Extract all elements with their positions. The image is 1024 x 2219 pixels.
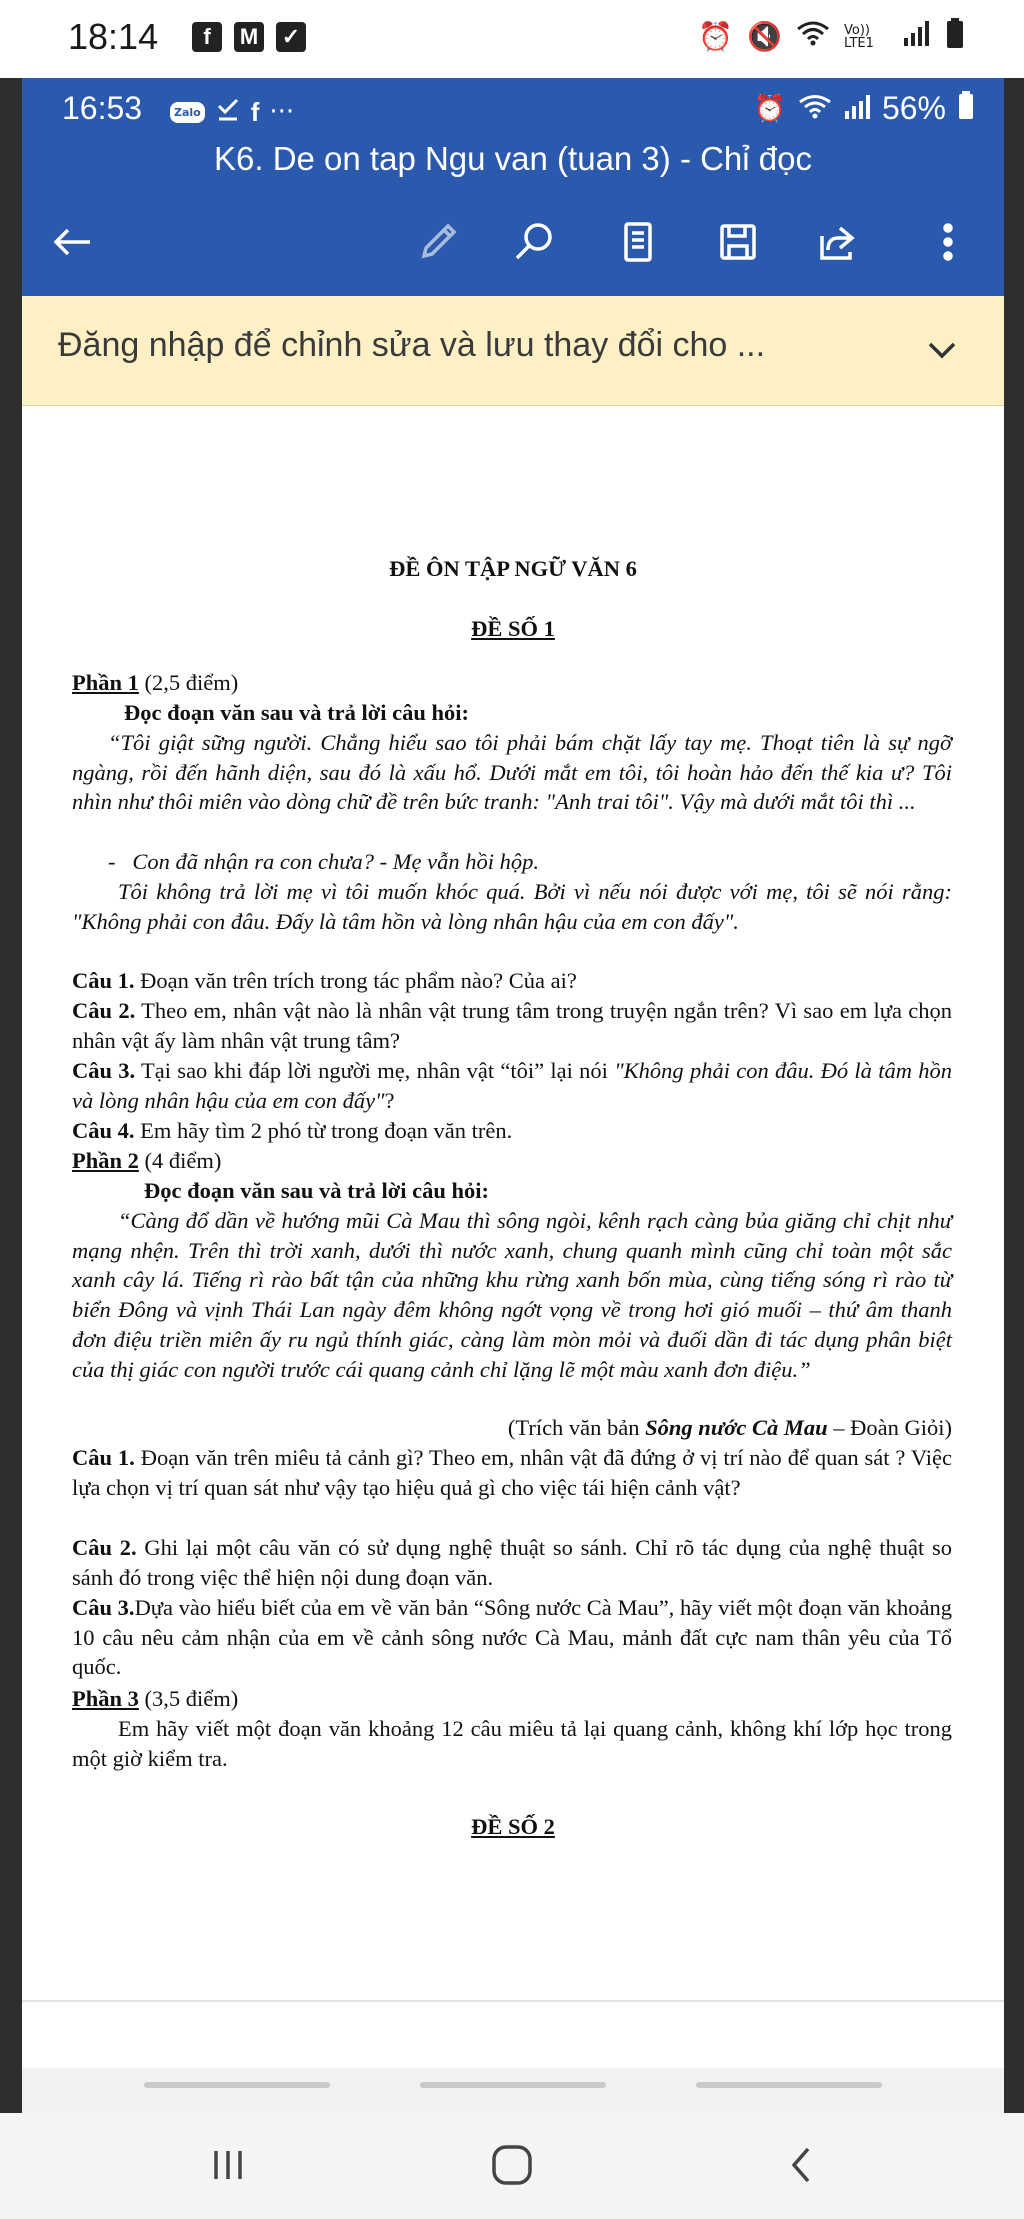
part1-label: Phần 1 (72, 670, 139, 695)
question-text: Đoạn văn trên trích trong tác phẩm nào? Của ai? (134, 968, 577, 993)
part2-question-3 (72, 1593, 952, 1682)
battery-percent: 56% (881, 90, 946, 126)
part2-heading (72, 1146, 952, 1176)
question-end: ? (384, 1087, 395, 1113)
facebook-icon: f (250, 96, 260, 127)
more-vertical-icon[interactable] (920, 214, 976, 270)
part1-question-3 (72, 1056, 952, 1115)
part1-points: (2,5 điểm) (138, 670, 239, 695)
inner-system-icons (754, 90, 974, 127)
alarm-icon: ⏰ (753, 93, 786, 123)
battery-icon (958, 90, 974, 127)
page-indicator-1 (144, 2082, 330, 2088)
sign-in-banner-text[interactable]: Đăng nhập để chỉnh sửa và lưu thay đổi cho ... (58, 326, 766, 364)
wifi-icon (796, 19, 830, 54)
reading-view-icon[interactable] (610, 214, 666, 270)
home-icon[interactable] (482, 2135, 542, 2195)
source-prefix: (Trích văn bản (507, 1415, 646, 1440)
part2-source (72, 1413, 952, 1443)
system-icons (698, 18, 964, 55)
inner-notification-icons (170, 96, 294, 128)
question-text: Ghi lại một câu văn có sử dụng nghệ thuật so sánh. Chỉ rõ tác dụng của nghệ thuật so sánh đó trong việc thể hiện nội dung đoạn văn. (72, 1535, 953, 1590)
notification-icons (192, 22, 306, 52)
page-divider (22, 2000, 1004, 2002)
lte-indicator: Vo)) LTE1 (844, 22, 874, 51)
part3-prompt: Em hãy viết một đoạn văn khoảng 12 câu miêu tả lại quang cảnh, không khí lớp học trong một giờ kiểm tra. (72, 1716, 952, 1771)
question-text: Tại sao khi đáp lời người mẹ, nhân vật “tôi” lại nói (135, 1058, 615, 1083)
inner-status-bar (22, 78, 1004, 148)
download-icon (215, 96, 241, 128)
exam-number-2: ĐỀ SỐ 2 (471, 1814, 555, 1839)
check-icon: ✓ (276, 22, 306, 52)
recent-apps-icon[interactable] (198, 2135, 258, 2195)
question-label: Câu 2. (72, 998, 136, 1023)
inner-clock: 16:53 (62, 90, 143, 126)
exam-number-1: ĐỀ SỐ 1 (471, 616, 555, 641)
question-text: Em hãy tìm 2 phó từ trong đoạn văn trên. (134, 1118, 513, 1143)
question-label: Câu 1. (72, 1445, 135, 1470)
part1-dialogue: - Con đã nhận ra con chưa? - Mẹ vẫn hồi hộp. (108, 849, 539, 874)
source-title: Sông nước Cà Mau (645, 1415, 828, 1440)
question-quote: "Không phải con đâu. Đó là tâm hồn và lòng nhân hậu của em con đấy" (72, 1058, 952, 1113)
question-text: Dựa vào hiểu biết của em về văn bản “Sông nước Cà Mau”, hãy viết một đoạn văn khoảng 10 câu nêu cảm nhận của em về cảnh sông nước Cà Mau, mảnh đất cực nam thân yêu của Tổ quốc. (72, 1595, 952, 1680)
gmail-icon: M (234, 22, 264, 52)
part1-question-4 (72, 1116, 952, 1146)
facebook-icon: f (192, 22, 222, 52)
system-navigation-bar (0, 2113, 1024, 2219)
part3-points: (3,5 điểm) (138, 1686, 239, 1711)
part2-label: Phần 2 (72, 1148, 139, 1173)
app-bar (22, 78, 1004, 296)
part2-question-2 (72, 1533, 952, 1592)
source-author: – Đoàn Giỏi) (827, 1415, 952, 1440)
pencil-icon[interactable] (410, 214, 466, 270)
more-notifications-icon: ··· (269, 97, 295, 127)
part2-passage: “Càng đổ dần về hướng mũi Cà Mau thì sông ngòi, kênh rạch càng bủa giăng chỉ chịt như mạng nhện. Trên thì trời xanh, dưới thì nước xanh, chung quanh mình cũng chỉ toàn một sắc xanh cây lá. Tiếng rì rào bất tận của những khu rừng xanh bốn mùa, cùng tiếng sóng rì rào từ biển Đông và vịnh Thái Lan ngày đêm không ngớt vọng về trong hơi gió muối – thứ âm thanh đơn điệu triền miên ấy ru ngủ thính giác, càng làm mòn mỏi và đuối dần đi tác dụng phân biệt của thị giác con người trước cái quang cảnh chỉ lặng lẽ một màu xanh đơn điệu.” (72, 1208, 952, 1382)
document-footer-area (22, 2068, 1004, 2113)
search-icon[interactable] (506, 214, 562, 270)
part1-question-2 (72, 996, 952, 1055)
back-icon[interactable] (772, 2135, 832, 2195)
battery-icon (946, 18, 964, 55)
question-label: Câu 1. (72, 968, 135, 993)
alarm-icon: ⏰ (698, 20, 734, 53)
part1-heading (72, 668, 952, 698)
question-text: Theo em, nhân vật nào là nhân vật trung tâm trong truyện ngắn trên? Vì sao em lựa chọn nhân vật ấy làm nhân vật trung tâm? (72, 998, 953, 1053)
share-icon[interactable] (810, 214, 866, 270)
part2-points: (4 điểm) (138, 1148, 222, 1173)
question-label: Câu 2. (72, 1535, 137, 1560)
part1-passage-2: Tôi không trả lời mẹ vì tôi muốn khóc quá. Bởi vì nếu nói được với mẹ, tôi sẽ nói rằng: "Không phải con đâu. Đấy là tâm hồn và lòng nhân hậu của em con đấy". (72, 879, 952, 934)
question-label: Câu 3. (72, 1058, 136, 1083)
phone-clock: 18:14 (68, 16, 159, 57)
zalo-icon: Zalo (170, 102, 205, 123)
question-text: Đoạn văn trên miêu tả cảnh gì? Theo em, nhân vật đã đứng ở vị trí nào để quan sát ? Việc lựa chọn vị trí quan sát như vậy tạo hiệu quả gì cho việc tái hiện cảnh vật? (72, 1445, 952, 1500)
part1-passage-1: “Tôi giật sững người. Chẳng hiểu sao tôi phải bám chặt lấy tay mẹ. Thoạt tiên là sự ngỡ ngàng, rồi đến hãnh diện, sau đó là xấu hổ. Dưới mắt em tôi, tôi hoàn hảo đến thế kia ư? Tôi nhìn như thôi miên vào dòng chữ đề trên bức tranh: "Anh trai tôi". Vậy mà dưới mắt tôi thì ... (72, 730, 952, 815)
phone-status-bar (0, 0, 1024, 78)
part2-instruction: Đọc đoạn văn sau và trả lời câu hỏi: (144, 1178, 489, 1203)
document-page (22, 406, 1004, 2006)
part3-label: Phần 3 (72, 1686, 139, 1711)
question-label: Câu 3. (72, 1595, 135, 1620)
question-label: Câu 4. (72, 1118, 135, 1143)
page-indicator-3 (696, 2082, 882, 2088)
save-icon[interactable] (710, 214, 766, 270)
part2-question-1 (72, 1443, 952, 1502)
back-arrow-icon[interactable] (44, 214, 100, 270)
part3-heading (72, 1684, 952, 1714)
wifi-icon (798, 90, 832, 127)
chevron-down-icon[interactable] (918, 326, 966, 374)
document-title: K6. De on tap Ngu van (tuan 3) - Chỉ đọc (214, 140, 812, 177)
mute-icon: 🔇 (747, 20, 782, 53)
part1-instruction: Đọc đoạn văn sau và trả lời câu hỏi: (124, 700, 469, 725)
toolbar (22, 206, 1004, 286)
signal-icon (902, 20, 932, 53)
word-app-frame (22, 78, 1004, 2113)
sign-in-banner[interactable] (22, 296, 1004, 406)
signal-icon (844, 90, 870, 127)
page-indicator-2 (420, 2082, 606, 2088)
exam-main-title: ĐỀ ÔN TẬP NGỮ VĂN 6 (389, 556, 637, 581)
part1-question-1 (72, 966, 952, 996)
